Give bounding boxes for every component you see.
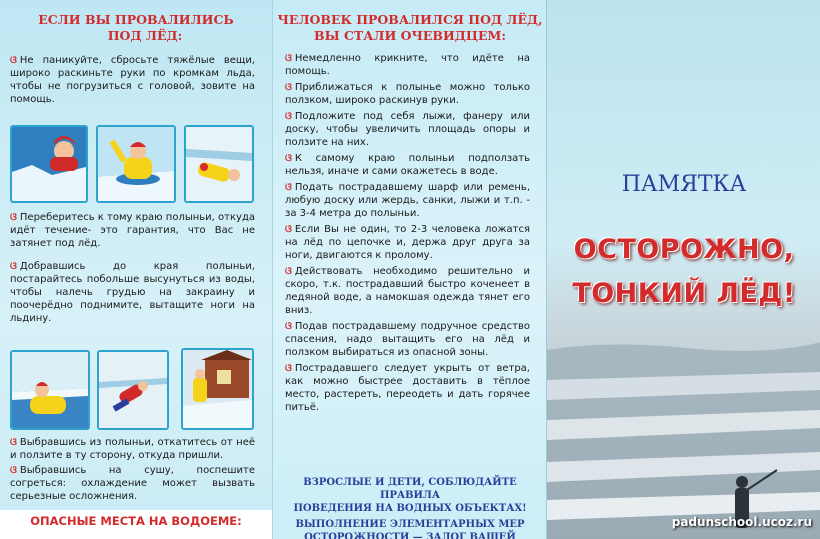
witness-item-text: Приближаться к полынье можно только ползком, широко раскинув руки. — [285, 82, 530, 106]
tip-text: Выбравшись из полыньи, откатитесь от неё и ползите в ту сторону, откуда пришли. — [10, 437, 255, 461]
bullet-icon: ଓ — [10, 465, 17, 476]
heading-line: ЧЕЛОВЕК ПРОВАЛИЛСЯ ПОД ЛЁД, — [277, 12, 543, 27]
witness-item — [285, 181, 530, 220]
tip-paragraph — [10, 54, 255, 106]
banner-line: ПОВЕДЕНИЯ НА ВОДНЫХ ОБЪЕКТАХ! — [293, 503, 527, 514]
tip-paragraph — [10, 436, 255, 462]
heading-line: ПОД ЛЁД: — [107, 28, 183, 43]
illustration-crawl-out — [184, 125, 254, 203]
warning-line: ОСТОРОЖНО, — [573, 234, 795, 265]
bullet-icon: ଓ — [285, 224, 292, 235]
heading-witness — [273, 12, 547, 44]
bullet-icon: ଓ — [10, 261, 17, 272]
illustration-call-for-help — [96, 125, 176, 203]
danger-places-heading: ОПАСНЫЕ МЕСТА НА ВОДОЕМЕ: — [0, 510, 272, 539]
witness-item-text: К самому краю полыньи подползать нельзя, иначе и сами окажетесь в воде. — [285, 153, 530, 177]
witness-item-text: Немедленно крикните, что идёте на помощь. — [285, 53, 530, 77]
column-witness — [272, 0, 546, 539]
witness-item — [285, 362, 530, 414]
tip-text: Выбравшись на сушу, поспешите согреться: охлаждение может вызвать серьезные осложнения. — [10, 465, 255, 502]
heading-line: ЕСЛИ ВЫ ПРОВАЛИЛИСЬ — [38, 12, 234, 27]
heading-if-fell-through — [0, 12, 272, 44]
heading-line: ВЫ СТАЛИ ОЧЕВИДЦЕМ: — [314, 28, 506, 43]
warning-title — [547, 228, 820, 316]
witness-item — [285, 265, 530, 317]
banner-line: ВЫПОЛНЕНИЕ ЭЛЕМЕНТАРНЫХ МЕР — [295, 519, 525, 530]
tip-text: Переберитесь к тому краю полыньи, откуда идёт течение- это гарантия, что Вас не затянет под лёд. — [10, 212, 255, 249]
witness-item-text: Подать пострадавшему шарф или ремень, любую доску или жердь, санки, лыжи и т.п. - за 3-4 метра до полыньи. — [285, 182, 530, 219]
bullet-icon: ଓ — [285, 321, 292, 332]
bullet-icon: ଓ — [285, 182, 292, 193]
witness-item — [285, 81, 530, 107]
witness-item-text: Если Вы не один, то 2-3 человека ложатся на лёд по цепочке и, держа друг друга за ноги, двигаются к пролому. — [285, 224, 530, 261]
illustration-broken-ice — [10, 125, 88, 203]
witness-item — [285, 320, 530, 359]
bullet-icon: ଓ — [285, 363, 292, 374]
witness-list — [285, 52, 530, 417]
bullet-icon: ଓ — [285, 266, 292, 277]
bullet-icon: ଓ — [10, 55, 17, 66]
witness-item — [285, 152, 530, 178]
witness-item-text: Пострадавшего следует укрыть от ветра, как можно быстрее доставить в тёплое место, растереть, переодеть и дать горячее питьё. — [285, 363, 530, 413]
banner-line: ОСТОРОЖНОСТИ — ЗАЛОГ ВАШЕЙ — [304, 532, 516, 539]
bullet-icon: ଓ — [285, 111, 292, 122]
witness-item-text: Подложите под себя лыжи, фанеру или доску, чтобы увеличить площадь опоры и ползите на них. — [285, 111, 530, 148]
banner-line: ВЗРОСЛЫЕ И ДЕТИ, СОБЛЮДАЙТЕ ПРАВИЛА — [303, 477, 517, 501]
illustration-lean-on-edge — [10, 350, 90, 430]
memo-title: ПАМЯТКА — [621, 172, 747, 197]
tip-paragraph — [10, 211, 255, 250]
column-cover — [546, 0, 820, 539]
illustration-roll-away — [97, 350, 169, 430]
illustration-go-to-shore — [181, 348, 254, 430]
bullet-icon: ଓ — [285, 153, 292, 164]
witness-item — [285, 52, 530, 78]
source-watermark: padunschool.ucoz.ru — [671, 515, 812, 529]
tip-text: Добравшись до края полыньи, постарайтесь побольше высунуться из воды, чтобы налечь грудью на закраину и поочерёдно поднимите, вытащите ноги на льдину. — [10, 261, 255, 324]
bullet-icon: ଓ — [10, 212, 17, 223]
bullet-icon: ଓ — [285, 82, 292, 93]
tip-text: Не паникуйте, сбросьте тяжёлые вещи, широко раскиньте руки по кромкам льда, чтобы не погрузиться с головой, зовите на помощь. — [10, 55, 255, 105]
tip-paragraph — [10, 260, 255, 325]
rules-banner — [273, 476, 547, 515]
witness-item — [285, 110, 530, 149]
witness-item-text: Действовать необходимо решительно и скоро, т.к. пострадавший быстро коченеет в ледяной воде, а намокшая одежда тянет его вниз. — [285, 266, 530, 316]
bullet-icon: ଓ — [285, 53, 292, 64]
safety-banner — [273, 518, 547, 539]
witness-item-text: Подав пострадавшему подручное средство спасения, надо вытащить его на лёд и ползком выбираться из опасной зоны. — [285, 321, 530, 358]
witness-item — [285, 223, 530, 262]
tip-paragraph — [10, 464, 255, 503]
warning-line: ТОНКИЙ ЛЁД! — [572, 278, 796, 309]
column-if-fell-through — [0, 0, 272, 539]
bullet-icon: ଓ — [10, 437, 17, 448]
